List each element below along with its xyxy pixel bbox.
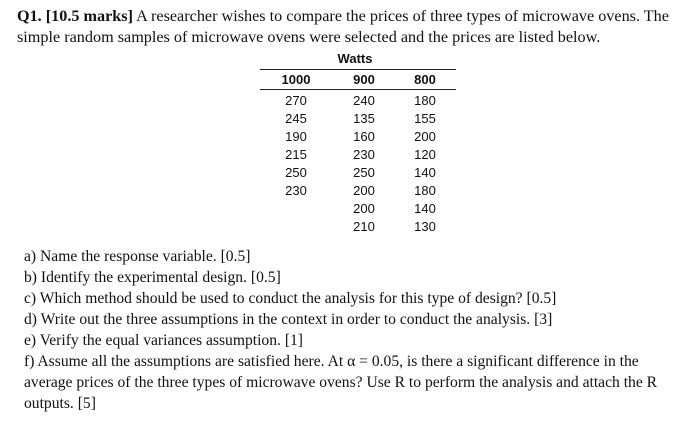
table-top-rule	[260, 69, 456, 70]
part-a: a) Name the response variable. [0.5]	[24, 248, 251, 265]
part-d: d) Write out the three assumptions in the context in order to conduct the analysis. [3]	[24, 311, 553, 328]
table-cell: 135	[353, 111, 375, 126]
column-800-values	[403, 92, 447, 236]
table-cell: 250	[285, 165, 307, 180]
table-header-rule	[260, 89, 456, 90]
question-body: A researcher wishes to compare the prices of three types of microwave ovens. The simple random samples of microwave ovens were selected and the prices are listed below.	[17, 7, 669, 46]
column-header-900: 900	[353, 72, 375, 87]
part-e: e) Verify the equal variances assumption. [1]	[24, 332, 304, 349]
table-cell: 215	[285, 147, 307, 162]
part-c: c) Which method should be used to conduct the analysis for this type of design? [0.5]	[24, 290, 557, 307]
table-cell: 230	[353, 147, 375, 162]
table-cell: 140	[414, 165, 436, 180]
question-label: Q1. [10.5 marks]	[17, 7, 133, 25]
question-parts	[24, 246, 688, 414]
table-cell: 250	[353, 165, 375, 180]
column-header-800: 800	[414, 72, 436, 87]
table-cell: 200	[353, 201, 375, 216]
question-text	[17, 6, 693, 48]
table-cell: 270	[285, 93, 307, 108]
column-1000-values	[274, 92, 318, 200]
table-cell: 230	[285, 183, 307, 198]
table-group-label: Watts	[337, 51, 373, 66]
table-cell: 120	[414, 147, 436, 162]
table-cell: 155	[414, 111, 436, 126]
part-b: b) Identify the experimental design. [0.5]	[24, 269, 281, 286]
table-cell: 130	[414, 219, 436, 234]
table-cell: 160	[353, 129, 375, 144]
column-header-1000: 1000	[281, 72, 311, 87]
table-cell: 200	[353, 183, 375, 198]
table-cell: 180	[414, 183, 436, 198]
table-cell: 180	[414, 93, 436, 108]
table-cell: 240	[353, 93, 375, 108]
table-cell: 190	[285, 129, 307, 144]
table-cell: 200	[414, 129, 436, 144]
table-cell: 140	[414, 201, 436, 216]
column-900-values	[342, 92, 386, 236]
part-f: f) Assume all the assumptions are satisfied here. At α = 0.05, is there a significant difference in the average prices of the three types of microwave ovens? Use R to perform the analysis and attach the R outputs. [5]	[24, 353, 661, 412]
table-cell: 210	[353, 219, 375, 234]
table-cell: 245	[285, 111, 307, 126]
